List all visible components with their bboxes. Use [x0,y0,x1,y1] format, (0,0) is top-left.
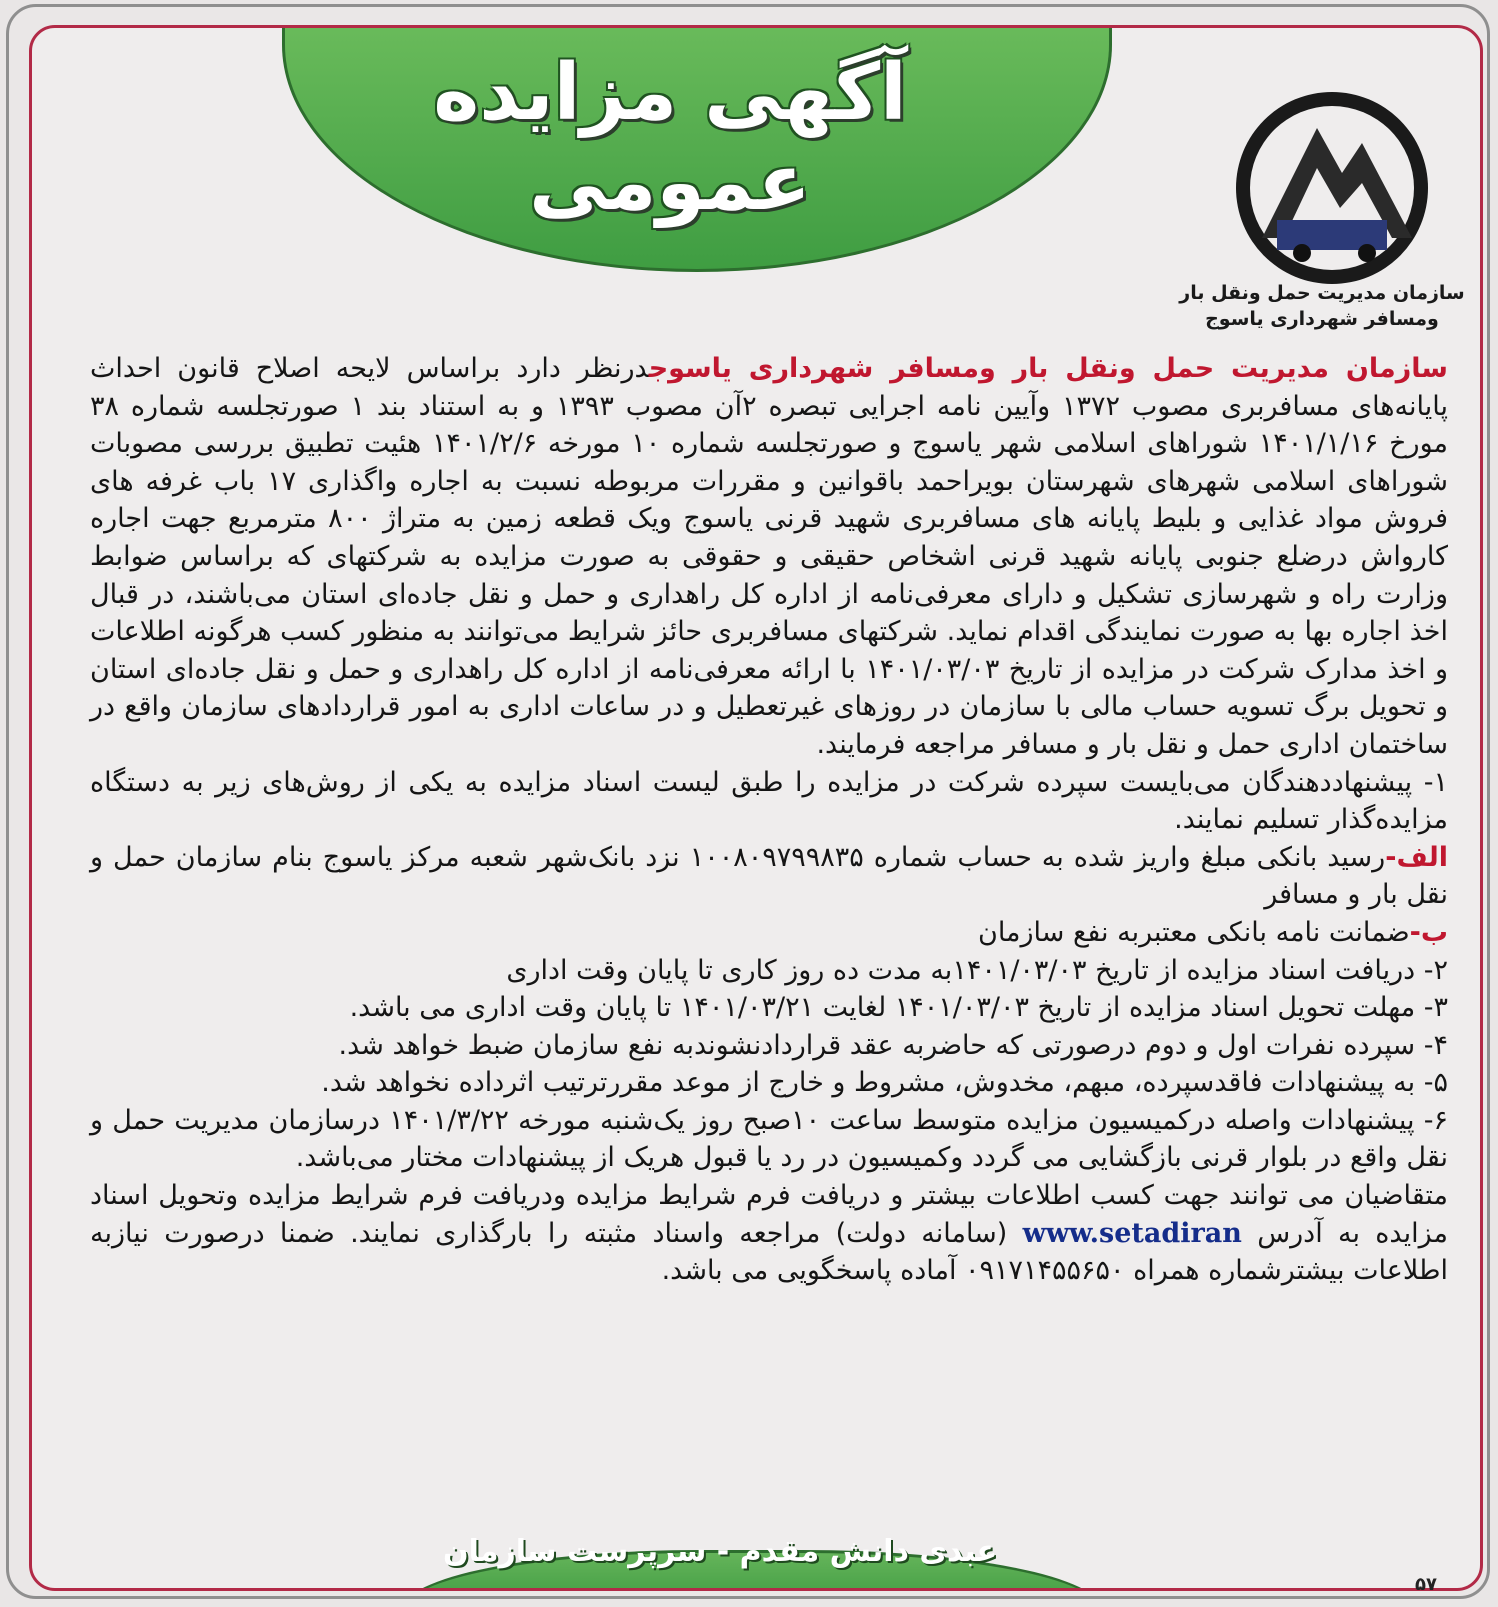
item-a-text: رسید بانکی مبلغ واریز شده به حساب شماره ۱۰۰۸۰۹۷۹۹۸۳۵ نزد بانک‌شهر شعبه مرکز یاسوج بنام سازمان حمل و نقل بار و مسافر [90,841,1448,911]
announcement-body [90,350,1448,1290]
closing-paragraph [90,1177,1448,1290]
website-link[interactable]: www.setadiran [1022,1217,1242,1249]
item-b-label: ب- [1409,916,1448,948]
closing-text-end: (سامانه دولت) مراجعه واسناد مثبته را بارگذاری نمایند. ضمنا درصورت نیازبه اطلاعات بیشترشماره همراه ۰۹۱۷۱۴۵۵۶۵۰ آماده پاسخگویی می باشد. [90,1217,1448,1287]
item-b-text: ضمانت نامه بانکی معتبربه نفع سازمان [977,916,1410,948]
page-number: ۵۷ [1415,1574,1437,1595]
item-2: ۲- دریافت اسناد مزایده از تاریخ ۱۴۰۱/۰۳/۰۳به مدت ده روز کاری تا پایان وقت اداری [506,954,1448,986]
intro-org-name: سازمان مدیریت حمل ونقل بار ومسافر شهرداری یاسوج [648,353,1448,384]
item-5: ۵- به پیشنهادات فاقدسپرده، مبهم، مخدوش، مشروط و خارج از موعد مقررترتیب اثرداده نخواهد شد. [321,1067,1448,1099]
ad-inner-frame [29,25,1483,1591]
org-caption-line2: ومسافر شهرداری یاسوج [1205,308,1439,330]
item-1: ۱- پیشنهاددهندگان می‌بایست سپرده شرکت در مزایده را طبق لیست اسناد مزایده به یکی از روش‌های زیر به دستگاه مزایده‌گذار تسلیم نمایند. [90,766,1448,836]
org-caption-line1: سازمان مدیریت حمل ونقل بار [1179,282,1465,304]
organization-logo [1222,88,1442,288]
item-a-label: الف- [1385,841,1448,873]
org-caption [1172,280,1472,332]
intro-paragraph [90,350,1448,764]
ad-title: آگهی مزایده عمومی [433,48,907,228]
closing-text-start: متقاضیان می توانند جهت کسب اطلاعات بیشتر و دریافت فرم شرایط مزایده ودریافت فرم شرایط مزایده وتحویل اسناد مزایده به آدرس [90,1180,1448,1249]
ad-outer-frame [6,4,1490,1599]
item-6: ۶- پیشنهادات واصله درکمیسیون مزایده متوسط ساعت ۱۰صبح روز یک‌شنبه مورخه ۱۴۰۱/۳/۲۲ درسازمان مدیریت حمل و نقل واقع در بلوار قرنی بازگشایی می گردد وکمیسیون در رد یا قبول هریک از پیشنهادات مختار می‌باشد. [90,1104,1448,1174]
item-a [90,839,1448,914]
item-4: ۴- سپرده نفرات اول و دوم درصورتی که حاضربه عقد قراردادنشوندبه نفع سازمان ضبط خواهد شد. [338,1029,1448,1061]
intro-text: درنظر دارد براساس لایحه اصلاح قانون احداث پایانه‌های مسافربری مصوب ۱۳۷۲ وآیین نامه اجرایی تبصره ۲آن مصوب ۱۳۹۳ و به استناد بند ۱ صورتجلسه شماره ۳۸ مورخ ۱۴۰۱/۱/۱۶ شوراهای اسلامی شهر یاسوج و صورتجلسه شماره ۱۰ مورخه ۱۴۰۱/۲/۶ هئیت تطبیق بررسی مصوبات شوراهای اسلامی شهرهای شهرستان بویراحمد باقوانین و مقررات مربوطه نسبت به اجاره واگذاری ۱۷ باب غرفه های فروش مواد غذایی و بلیط پایانه های مسافربری شهید قرنی یاسوج ویک قطعه زمین به متراژ ۸۰۰ مترمربع جهت اجاره کارواش درضلع جنوبی پایانه شهید قرنی اشخاص حقیقی و حقوقی به صورت مزایده به شرکتهای که براساس ضوابط وزارت راه و شهرسازی تشکیل و دارای معرفی‌نامه از اداره کل راهداری و حمل و نقل جاده‌ای استان می‌باشند، در قبال اخذ اجاره بها به صورت نمایندگی اقدام نماید. شرکتهای مسافربری حائز شرایط می‌توانند به منظور کسب هرگونه اطلاعات و اخذ مدارک شرکت در مزایده از تاریخ ۱۴۰۱/۰۳/۰۳ با ارائه معرفی‌نامه از اداره کل راهداری و حمل و نقل جاده‌ای استان و تحویل برگ تسویه حساب مالی با سازمان در روزهای غیرتعطیل و در ساعات اداری به امور قراردادهای سازمان واقع در ساختمان اداری حمل و نقل بار و مسافر مراجعه فرمایند. [90,353,1449,760]
item-b [90,914,1448,952]
item-3: ۳- مهلت تحویل اسناد مزایده از تاریخ ۱۴۰۱/۰۳/۰۳ لغایت ۱۴۰۱/۰۳/۲۱ تا پایان وقت اداری می باشد. [349,992,1448,1024]
signature: عبدی دانش مقدم - سرپرست سازمان [443,1534,997,1569]
